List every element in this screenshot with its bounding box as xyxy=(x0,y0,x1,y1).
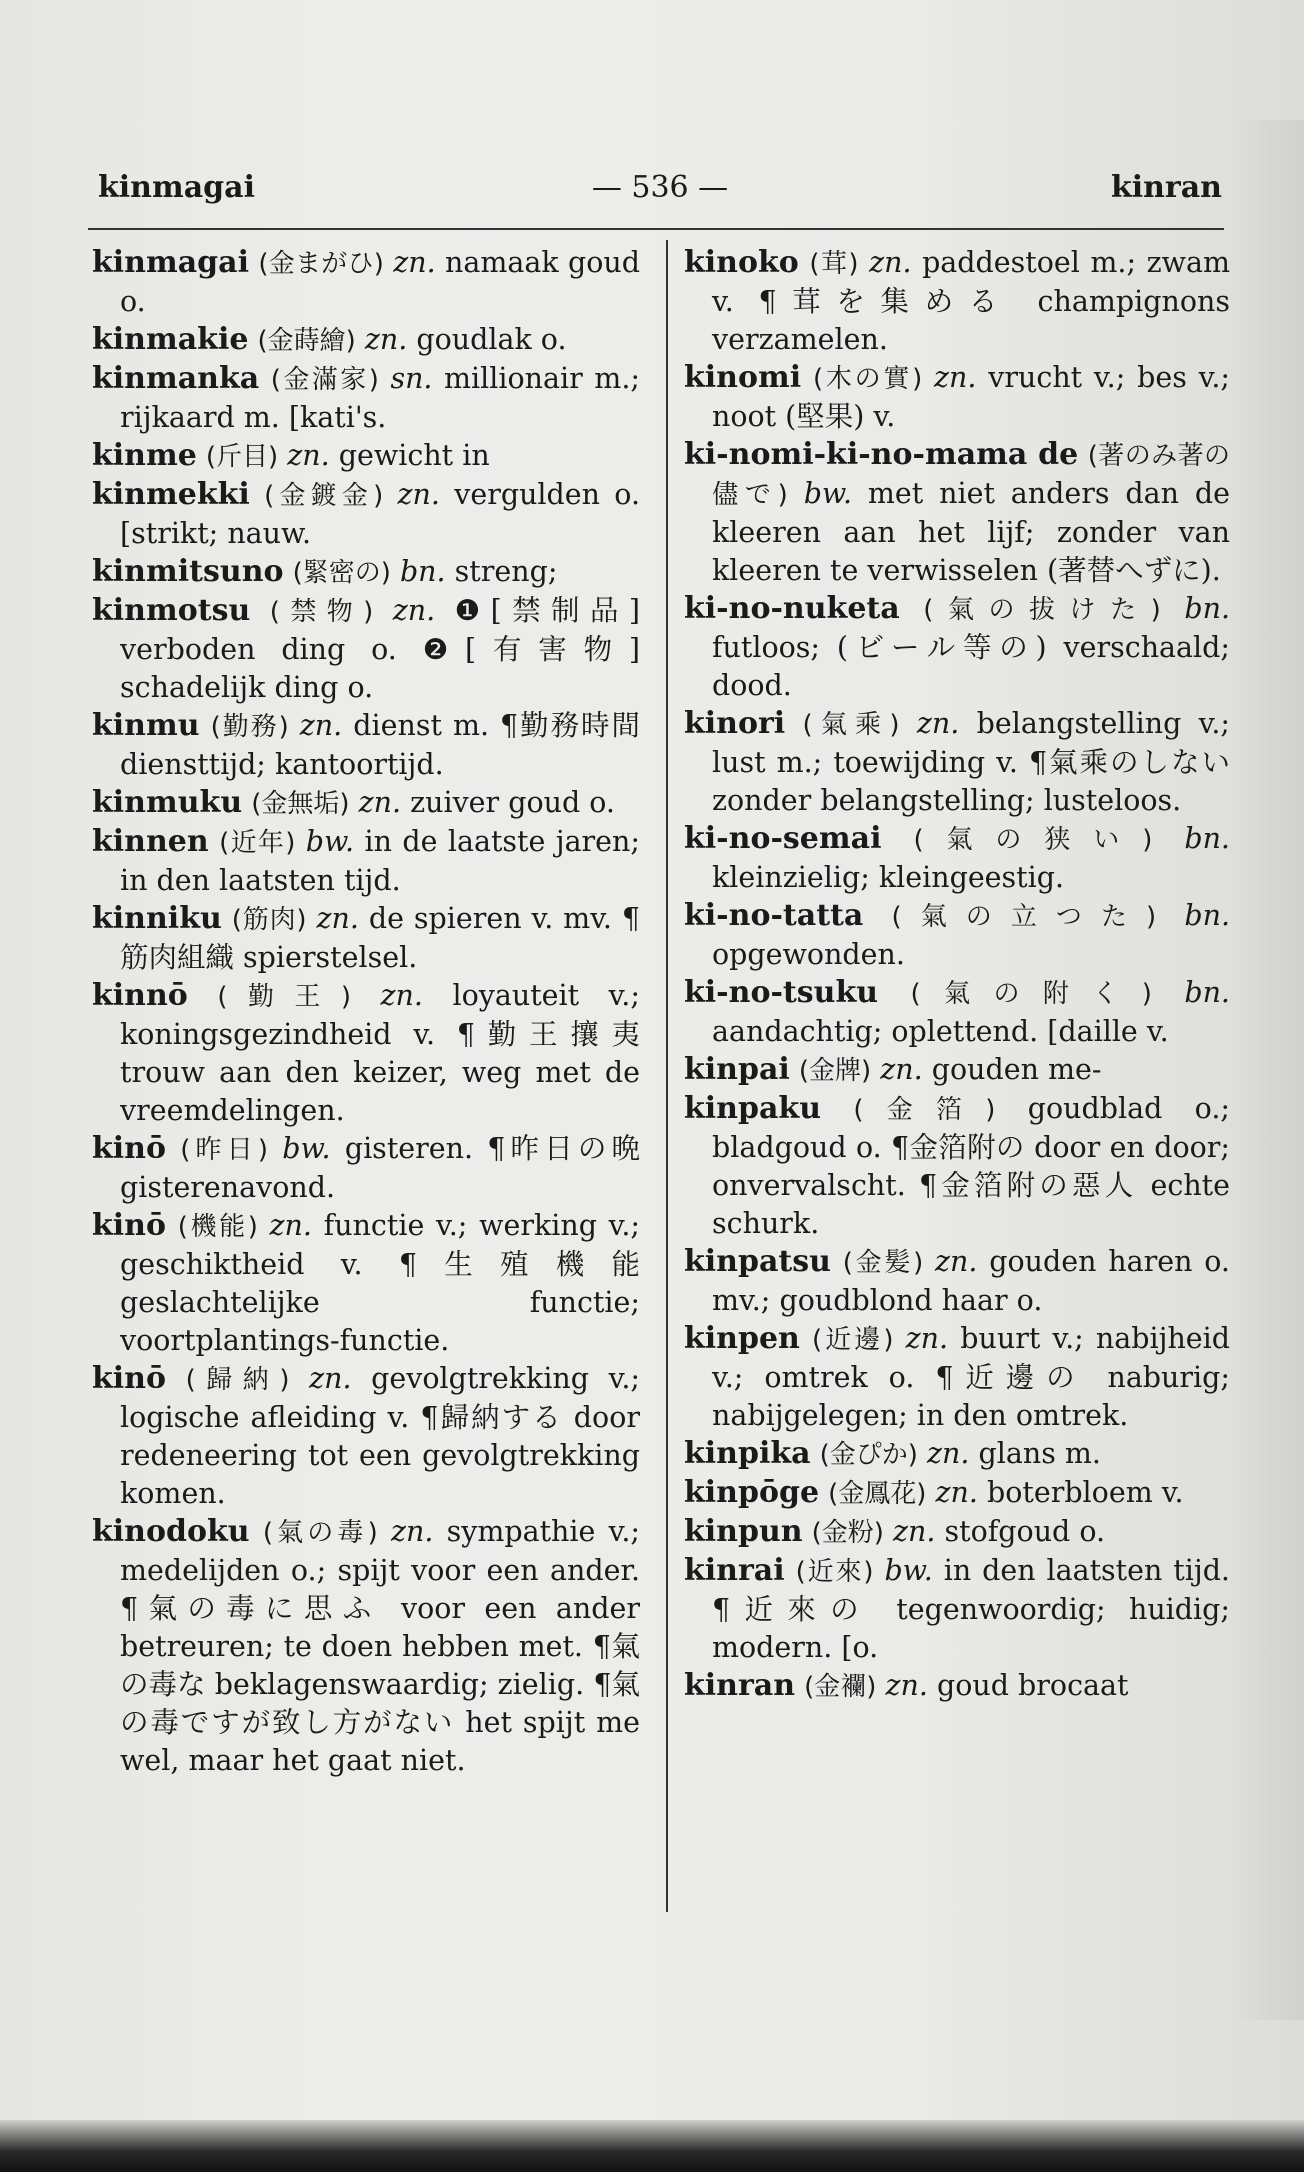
entry-headword: ki-no-nuketa xyxy=(684,591,900,626)
entry-headword: kinpen xyxy=(684,1321,800,1356)
entry-headword: kinpatsu xyxy=(684,1244,831,1279)
entry-definition: dienst m. ¶勤務時間 diensttijd; kantoortijd. xyxy=(120,709,641,781)
entry-headword: kinnō xyxy=(92,978,188,1013)
entry-part-of-speech: bw. xyxy=(305,825,355,858)
dictionary-entry xyxy=(684,1667,1230,1706)
entry-definition: gouden haren o. mv.; goudblond haar o. xyxy=(712,1245,1230,1317)
entry-kanji: (氣の附く) xyxy=(910,979,1152,1009)
dictionary-entry xyxy=(92,592,640,707)
dictionary-entry xyxy=(684,1435,1230,1474)
column-divider xyxy=(666,240,668,1912)
dictionary-entry xyxy=(92,1513,640,1780)
entry-definition: de spieren v. mv. ¶筋肉組織 spierstelsel. xyxy=(120,902,641,974)
entry-kanji: (昨日) xyxy=(180,1135,269,1165)
dictionary-entry xyxy=(684,1320,1230,1435)
entry-part-of-speech: zn. xyxy=(885,1669,928,1702)
entry-definition: streng; xyxy=(454,555,558,588)
entry-part-of-speech: zn. xyxy=(364,323,408,356)
dictionary-entry xyxy=(92,553,640,592)
entry-part-of-speech: zn. xyxy=(390,1515,434,1548)
entry-definition: gouden me- xyxy=(931,1053,1102,1086)
entry-part-of-speech: bw. xyxy=(282,1132,331,1165)
entry-definition: paddestoel m.; zwam v. ¶茸を集める champignons verzamelen. xyxy=(712,246,1231,356)
entry-headword: kinmagai xyxy=(92,245,249,280)
entry-definition: gisteren. ¶昨日の晩 gisterenavond. xyxy=(120,1132,641,1204)
entry-part-of-speech: bn. xyxy=(399,555,446,588)
right-column xyxy=(684,244,1230,1706)
header-left-guideword: kinmagai xyxy=(98,170,255,205)
entry-definition: aandachtig; oplettend. [daille v. xyxy=(712,1015,1169,1048)
entry-part-of-speech: zn. xyxy=(935,1476,978,1509)
entry-headword: kinpōge xyxy=(684,1475,820,1510)
entry-part-of-speech: zn. xyxy=(393,246,436,279)
entry-part-of-speech: zn. xyxy=(316,902,359,935)
entry-kanji: (勤王) xyxy=(217,982,351,1012)
entry-part-of-speech: zn. xyxy=(869,246,912,279)
entry-kanji: (勤務) xyxy=(210,712,289,742)
entry-definition: zuiver goud o. xyxy=(410,786,615,819)
entry-kanji: (氣乘) xyxy=(802,710,900,740)
entry-part-of-speech: bn. xyxy=(1184,592,1231,625)
entry-headword: ki-nomi-ki-no-mama de xyxy=(684,437,1079,472)
dictionary-entry xyxy=(92,784,640,823)
entry-kanji: (金鍍金) xyxy=(264,481,384,511)
entry-headword: kinmakie xyxy=(92,322,249,357)
entry-definition: stofgoud o. xyxy=(944,1515,1106,1548)
entry-kanji: (金牌) xyxy=(798,1056,872,1086)
entry-part-of-speech: bn. xyxy=(1184,822,1230,855)
header-rule xyxy=(88,228,1224,230)
dictionary-entry xyxy=(684,705,1230,820)
entry-kanji: (近邊) xyxy=(812,1325,894,1355)
entry-part-of-speech: zn. xyxy=(269,1209,312,1242)
entry-headword: kinrai xyxy=(684,1553,785,1588)
page-number: — 536 — xyxy=(591,170,729,205)
entry-headword: ki-no-tsuku xyxy=(684,975,879,1010)
entry-part-of-speech: zn. xyxy=(392,594,436,627)
entry-kanji: (金箔) xyxy=(853,1095,996,1125)
entry-definition: boterbloem v. xyxy=(986,1476,1184,1509)
entry-kanji: (氣の狭い) xyxy=(913,825,1153,855)
dictionary-entry xyxy=(684,1474,1230,1513)
dictionary-entry xyxy=(684,1552,1230,1667)
dictionary-entry xyxy=(92,900,640,977)
entry-definition: namaak goud o. xyxy=(120,246,640,318)
header-right-guideword: kinran xyxy=(1110,170,1222,205)
entry-definition: belangstelling v.; lust m.; toewijding v. ¶氣乘のしない zonder belangstelling; lusteloos. xyxy=(712,707,1231,817)
entry-definition: millionair m.; rijkaard m. [kati's. xyxy=(120,362,640,434)
entry-headword: kinme xyxy=(92,438,197,473)
page-shadow xyxy=(1234,120,1304,2020)
dictionary-entry xyxy=(92,437,640,476)
page-header xyxy=(98,170,1222,218)
page-bottom-edge xyxy=(0,2120,1304,2172)
entry-part-of-speech: sn. xyxy=(390,362,433,395)
entry-definition: gevolgtrekking v.; logische afleiding v. ¶歸納する door redeneering tot een gevolgtrekking komen. xyxy=(120,1362,641,1510)
entry-kanji: (緊密の) xyxy=(292,558,391,588)
entry-kanji: (近來) xyxy=(795,1557,874,1587)
entry-definition: goud brocaat xyxy=(936,1669,1129,1702)
entry-headword: kinmu xyxy=(92,708,200,743)
entry-kanji: (金蒔繪) xyxy=(257,326,356,356)
entry-part-of-speech: zn. xyxy=(397,478,440,511)
entry-kanji: (禁物) xyxy=(269,597,374,627)
entry-kanji: (木の實) xyxy=(812,364,923,394)
entry-part-of-speech: zn. xyxy=(880,1053,923,1086)
entry-definition: opgewonden. xyxy=(712,938,905,971)
entry-headword: ki-no-semai xyxy=(684,821,882,856)
entry-definition: kleinzielig; kleingeestig. xyxy=(712,861,1065,894)
entry-part-of-speech: zn. xyxy=(905,1322,949,1355)
dictionary-entry xyxy=(684,244,1230,359)
entry-headword: kinmuku xyxy=(92,785,243,820)
dictionary-entry xyxy=(684,1090,1230,1243)
dictionary-entry xyxy=(684,820,1230,897)
entry-definition: vergulden o. [strikt; nauw. xyxy=(120,478,640,550)
entry-headword: kinō xyxy=(92,1361,167,1396)
entry-part-of-speech: zn. xyxy=(934,361,977,394)
entry-kanji: (金鳳花) xyxy=(828,1479,927,1509)
entry-definition: met niet anders dan de kleeren aan het lijf; zonder van kleeren te verwisselen (著替へずに). xyxy=(712,477,1230,587)
entry-headword: kinpaku xyxy=(684,1091,822,1126)
entry-part-of-speech: zn. xyxy=(893,1515,936,1548)
dictionary-entry xyxy=(684,1243,1230,1320)
entry-headword: kinoko xyxy=(684,245,799,280)
dictionary-entry xyxy=(92,823,640,900)
dictionary-entry xyxy=(684,1513,1230,1552)
entry-kanji: (氣の拔けた) xyxy=(923,595,1161,625)
entry-definition: gewicht in xyxy=(338,439,490,472)
entry-part-of-speech: bn. xyxy=(1184,976,1230,1009)
entry-definition: loyauteit v.; koningsgezindheid v. ¶勤王攘夷 trouw aan den keizer, weg met de vreemdelingen. xyxy=(120,979,640,1127)
dictionary-entry xyxy=(684,590,1230,705)
entry-headword: kinran xyxy=(684,1668,796,1703)
entry-headword: kinnen xyxy=(92,824,209,859)
entry-part-of-speech: bw. xyxy=(884,1554,933,1587)
entry-part-of-speech: zn. xyxy=(927,1437,970,1470)
entry-definition: goudlak o. xyxy=(416,323,567,356)
entry-headword: kinmekki xyxy=(92,477,250,512)
entry-kanji: (近年) xyxy=(219,828,296,858)
left-column xyxy=(92,244,640,1780)
entry-part-of-speech: bw. xyxy=(803,477,853,510)
entry-kanji: (機能) xyxy=(177,1212,258,1242)
entry-part-of-speech: zn. xyxy=(309,1362,352,1395)
entry-definition: ❶[禁制品] verboden ding o. ❷[有害物] schadelijk ding o. xyxy=(120,594,640,704)
entry-definition: in de laatste jaren; in den laatsten tijd. xyxy=(120,825,641,897)
dictionary-entry xyxy=(684,974,1230,1051)
entry-headword: kinpai xyxy=(684,1052,790,1087)
entry-kanji: (金まがひ) xyxy=(258,249,384,279)
dictionary-entry xyxy=(92,476,640,553)
entry-part-of-speech: bn. xyxy=(1184,899,1231,932)
entry-part-of-speech: zn. xyxy=(358,786,402,819)
entry-definition: vrucht v.; bes v.; noot (堅果) v. xyxy=(712,361,1231,433)
entry-part-of-speech: zn. xyxy=(916,707,960,740)
dictionary-entry xyxy=(92,360,640,437)
dictionary-entry xyxy=(92,1360,640,1513)
entry-definition: buurt v.; nabijheid v.; omtrek o. ¶近邊の naburig; nabijgelegen; in den omtrek. xyxy=(712,1322,1231,1432)
entry-kanji: (茸) xyxy=(809,249,859,279)
entry-kanji: (斤目) xyxy=(205,442,279,472)
entry-kanji: (金髪) xyxy=(842,1248,924,1278)
dictionary-entry xyxy=(92,321,640,360)
entry-headword: kinō xyxy=(92,1208,167,1243)
dictionary-entry xyxy=(92,244,640,321)
entry-headword: kinpika xyxy=(684,1436,811,1471)
entry-headword: kinmotsu xyxy=(92,593,251,628)
entry-headword: kinniku xyxy=(92,901,222,936)
dictionary-entry xyxy=(684,1051,1230,1090)
entry-kanji: (金滿家) xyxy=(270,365,379,395)
entry-definition: functie v.; werking v.; geschiktheid v. ¶生殖機能 geslachtelijke functie; voortplantings-functie. xyxy=(120,1209,640,1357)
entry-part-of-speech: zn. xyxy=(287,439,330,472)
entry-headword: ki-no-tatta xyxy=(684,898,864,933)
entry-kanji: (金ぴか) xyxy=(819,1440,918,1470)
dictionary-entry xyxy=(92,1207,640,1360)
dictionary-entry xyxy=(92,977,640,1130)
entry-definition: glans m. xyxy=(978,1437,1101,1470)
entry-kanji: (著のみ著の儘で) xyxy=(712,441,1230,510)
entry-part-of-speech: zn. xyxy=(299,709,343,742)
dictionary-entry xyxy=(92,1130,640,1207)
entry-kanji: (氣の毒) xyxy=(262,1518,378,1548)
entry-kanji: (氣の立つた) xyxy=(891,902,1157,932)
entry-headword: kinomi xyxy=(684,360,802,395)
entry-kanji: (歸納) xyxy=(185,1365,290,1395)
dictionary-entry xyxy=(684,897,1230,974)
dictionary-entry xyxy=(92,707,640,784)
entry-headword: kinpun xyxy=(684,1514,803,1549)
dictionary-entry xyxy=(684,436,1230,590)
entry-definition: goudblad o.; bladgoud o. ¶金箔附の door en door; onvervalscht. ¶金箔附の惡人 echte schurk. xyxy=(712,1092,1230,1240)
entry-definition: sympathie v.; medelijden o.; spijt voor een ander. ¶氣の毒に思ふ voor een ander betreuren; te doen hebben met. ¶氣の毒な beklagenswaardig; zielig. ¶氣の毒ですが致し方がない het spijt me wel, maar het gaat niet. xyxy=(120,1515,640,1777)
entry-headword: kinmanka xyxy=(92,361,260,396)
entry-headword: kinodoku xyxy=(92,1514,250,1549)
entry-kanji: (筋肉) xyxy=(231,905,307,935)
entry-part-of-speech: zn. xyxy=(935,1245,978,1278)
entry-part-of-speech: zn. xyxy=(380,979,423,1012)
entry-kanji: (金粉) xyxy=(811,1518,884,1548)
entry-headword: kinmitsuno xyxy=(92,554,284,589)
entry-definition: in den laatsten tijd. ¶近來の tegenwoordig; huidig; modern. [o. xyxy=(712,1554,1230,1664)
entry-headword: kinori xyxy=(684,706,786,741)
entry-kanji: (金襴) xyxy=(804,1672,877,1702)
entry-definition: futloos; (ビール等の) verschaald; dood. xyxy=(712,631,1230,702)
entry-headword: kinō xyxy=(92,1131,167,1166)
entry-kanji: (金無垢) xyxy=(251,789,350,819)
dictionary-entry xyxy=(684,359,1230,436)
